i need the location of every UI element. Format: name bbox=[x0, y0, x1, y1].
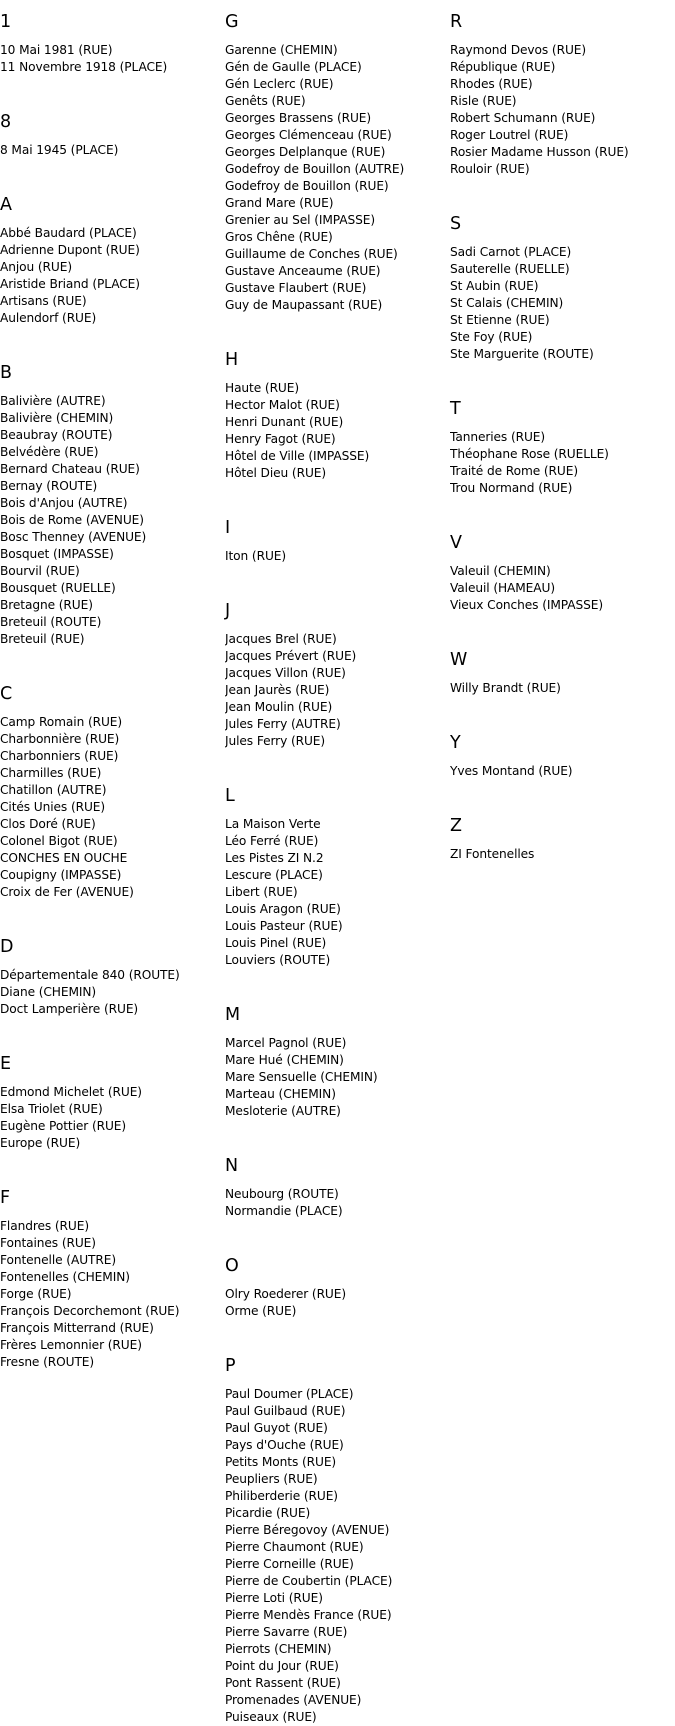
street-name: Paul Guilbaud (RUE) bbox=[225, 1404, 346, 1418]
street-name: Charbonniers (RUE) bbox=[0, 749, 119, 763]
letter-section bbox=[0, 1054, 225, 1152]
street-name: Risle (RUE) bbox=[450, 94, 517, 108]
street-name: Léo Ferré (RUE) bbox=[225, 834, 319, 848]
section-letter-heading: R bbox=[450, 12, 463, 32]
letter-section bbox=[225, 12, 450, 314]
section-spacer bbox=[450, 497, 675, 521]
street-name: Rouloir (RUE) bbox=[450, 162, 530, 176]
street-name: Jean Jaurès (RUE) bbox=[225, 683, 330, 697]
section-spacer bbox=[225, 750, 450, 774]
section-spacer bbox=[450, 363, 675, 387]
street-name: Gén Leclerc (RUE) bbox=[225, 77, 334, 91]
street-name: Trou Normand (RUE) bbox=[450, 481, 573, 495]
street-index-column-2 bbox=[225, 0, 450, 1726]
street-name: Balivière (CHEMIN) bbox=[0, 411, 114, 425]
street-name: Georges Brassens (RUE) bbox=[225, 111, 372, 125]
section-letter-heading: N bbox=[225, 1156, 239, 1176]
section-spacer bbox=[0, 76, 225, 100]
street-name: Ste Foy (RUE) bbox=[450, 330, 533, 344]
street-name: 10 Mai 1981 (RUE) bbox=[0, 43, 113, 57]
letter-section bbox=[225, 1156, 450, 1220]
street-name: Ste Marguerite (ROUTE) bbox=[450, 347, 594, 361]
street-name: Pierrots (CHEMIN) bbox=[225, 1642, 332, 1656]
street-name: Aristide Briand (PLACE) bbox=[0, 277, 140, 291]
section-spacer bbox=[225, 1320, 450, 1344]
street-name: ZI Fontenelles bbox=[450, 847, 535, 861]
street-name: Orme (RUE) bbox=[225, 1304, 297, 1318]
street-name: Charmilles (RUE) bbox=[0, 766, 102, 780]
street-name: St Aubin (RUE) bbox=[450, 279, 539, 293]
street-name: Bernard Chateau (RUE) bbox=[0, 462, 140, 476]
section-spacer bbox=[225, 482, 450, 506]
street-name: Balivière (AUTRE) bbox=[0, 394, 106, 408]
letter-section bbox=[0, 684, 225, 901]
street-name: Europe (RUE) bbox=[0, 1136, 81, 1150]
section-letter-heading: O bbox=[225, 1256, 239, 1276]
street-name: Paul Doumer (PLACE) bbox=[225, 1387, 354, 1401]
section-letter-heading: M bbox=[225, 1005, 241, 1025]
street-name: Diane (CHEMIN) bbox=[0, 985, 97, 999]
section-spacer bbox=[0, 648, 225, 672]
letter-section bbox=[0, 195, 225, 327]
street-name: Anjou (RUE) bbox=[0, 260, 73, 274]
section-letter-heading: I bbox=[225, 518, 231, 538]
street-index-column-3 bbox=[450, 0, 675, 863]
section-spacer bbox=[225, 314, 450, 338]
street-name: Valeuil (CHEMIN) bbox=[450, 564, 551, 578]
section-letter-heading: B bbox=[0, 363, 13, 383]
street-name: Petits Monts (RUE) bbox=[225, 1455, 337, 1469]
section-spacer bbox=[450, 178, 675, 202]
street-name: Eugène Pottier (RUE) bbox=[0, 1119, 127, 1133]
section-letter-heading: 1 bbox=[0, 12, 12, 32]
street-name: Pierre Béregovoy (AVENUE) bbox=[225, 1523, 390, 1537]
section-letter-heading: H bbox=[225, 350, 239, 370]
street-name: Louis Pasteur (RUE) bbox=[225, 919, 343, 933]
street-name: Artisans (RUE) bbox=[0, 294, 87, 308]
street-name: Mesloterie (AUTRE) bbox=[225, 1104, 341, 1118]
street-name: Robert Schumann (RUE) bbox=[450, 111, 596, 125]
street-name: Promenades (AVENUE) bbox=[225, 1693, 362, 1707]
street-name: Elsa Triolet (RUE) bbox=[0, 1102, 103, 1116]
street-name: Jacques Villon (RUE) bbox=[225, 666, 346, 680]
street-name: Louis Pinel (RUE) bbox=[225, 936, 327, 950]
street-name: Henry Fagot (RUE) bbox=[225, 432, 336, 446]
street-name: Les Pistes ZI N.2 bbox=[225, 851, 324, 865]
letter-section bbox=[225, 350, 450, 482]
street-name: Henri Dunant (RUE) bbox=[225, 415, 344, 429]
street-name: Picardie (RUE) bbox=[225, 1506, 311, 1520]
section-spacer bbox=[0, 1152, 225, 1176]
street-name: Jean Moulin (RUE) bbox=[225, 700, 333, 714]
street-name: Traité de Rome (RUE) bbox=[450, 464, 578, 478]
street-name: Yves Montand (RUE) bbox=[450, 764, 573, 778]
street-name: Lescure (PLACE) bbox=[225, 868, 323, 882]
section-spacer bbox=[225, 1120, 450, 1144]
street-name: Grand Mare (RUE) bbox=[225, 196, 334, 210]
street-name: Flandres (RUE) bbox=[0, 1219, 89, 1233]
street-name: Fontenelle (AUTRE) bbox=[0, 1253, 116, 1267]
section-spacer bbox=[0, 901, 225, 925]
section-spacer bbox=[0, 159, 225, 183]
street-name: Pont Rassent (RUE) bbox=[225, 1676, 341, 1690]
street-name: Gustave Flaubert (RUE) bbox=[225, 281, 367, 295]
street-name: Bois de Rome (AVENUE) bbox=[0, 513, 144, 527]
letter-section bbox=[225, 1356, 450, 1726]
street-name: Louis Aragon (RUE) bbox=[225, 902, 341, 916]
letter-section bbox=[0, 1188, 225, 1371]
street-name: Pierre Chaumont (RUE) bbox=[225, 1540, 364, 1554]
street-name: Colonel Bigot (RUE) bbox=[0, 834, 118, 848]
street-name: 11 Novembre 1918 (PLACE) bbox=[0, 60, 168, 74]
letter-section bbox=[450, 816, 675, 863]
street-name: Belvédère (RUE) bbox=[0, 445, 99, 459]
street-name: Marteau (CHEMIN) bbox=[225, 1087, 336, 1101]
street-name: La Maison Verte bbox=[225, 817, 321, 831]
section-letter-heading: T bbox=[450, 399, 461, 419]
letter-section bbox=[450, 399, 675, 497]
street-name: Gros Chêne (RUE) bbox=[225, 230, 333, 244]
street-name: Vieux Conches (IMPASSE) bbox=[450, 598, 604, 612]
street-name: Pierre Corneille (RUE) bbox=[225, 1557, 354, 1571]
street-name: Edmond Michelet (RUE) bbox=[0, 1085, 142, 1099]
street-name: Sadi Carnot (PLACE) bbox=[450, 245, 572, 259]
letter-section bbox=[450, 533, 675, 614]
section-letter-heading: V bbox=[450, 533, 462, 553]
street-name: Bretagne (RUE) bbox=[0, 598, 93, 612]
letter-section bbox=[450, 733, 675, 780]
street-name: Puiseaux (RUE) bbox=[225, 1710, 317, 1724]
letter-section bbox=[450, 214, 675, 363]
street-name: Guy de Maupassant (RUE) bbox=[225, 298, 383, 312]
street-name: Bosquet (IMPASSE) bbox=[0, 547, 114, 561]
street-name: Théophane Rose (RUELLE) bbox=[450, 447, 609, 461]
street-name: 8 Mai 1945 (PLACE) bbox=[0, 143, 119, 157]
section-letter-heading: D bbox=[0, 937, 14, 957]
section-letter-heading: S bbox=[450, 214, 462, 234]
street-name: Normandie (PLACE) bbox=[225, 1204, 343, 1218]
letter-section bbox=[225, 1256, 450, 1320]
section-letter-heading: P bbox=[225, 1356, 236, 1376]
letter-section bbox=[450, 12, 675, 178]
letter-section bbox=[225, 786, 450, 969]
section-spacer bbox=[450, 614, 675, 638]
street-name: Pays d'Ouche (RUE) bbox=[225, 1438, 344, 1452]
street-name: Philiberderie (RUE) bbox=[225, 1489, 338, 1503]
street-name: Point du Jour (RUE) bbox=[225, 1659, 339, 1673]
street-name: Paul Guyot (RUE) bbox=[225, 1421, 328, 1435]
street-name: Jules Ferry (AUTRE) bbox=[225, 717, 341, 731]
street-name: Hôtel Dieu (RUE) bbox=[225, 466, 327, 480]
street-name: Abbé Baudard (PLACE) bbox=[0, 226, 137, 240]
street-name: Genêts (RUE) bbox=[225, 94, 306, 108]
street-name: Sauterelle (RUELLE) bbox=[450, 262, 570, 276]
street-name: Olry Roederer (RUE) bbox=[225, 1287, 347, 1301]
street-name: Forge (RUE) bbox=[0, 1287, 72, 1301]
street-name: Coupigny (IMPASSE) bbox=[0, 868, 122, 882]
street-name: Willy Brandt (RUE) bbox=[450, 681, 561, 695]
street-name: Iton (RUE) bbox=[225, 549, 287, 563]
street-name: Camp Romain (RUE) bbox=[0, 715, 123, 729]
street-name: Gustave Anceaume (RUE) bbox=[225, 264, 381, 278]
street-name: Raymond Devos (RUE) bbox=[450, 43, 587, 57]
street-name: Peupliers (RUE) bbox=[225, 1472, 318, 1486]
street-name: Hôtel de Ville (IMPASSE) bbox=[225, 449, 370, 463]
street-name: Pierre de Coubertin (PLACE) bbox=[225, 1574, 393, 1588]
street-name: Breteuil (ROUTE) bbox=[0, 615, 102, 629]
section-letter-heading: A bbox=[0, 195, 12, 215]
section-letter-heading: W bbox=[450, 650, 468, 670]
street-name: CONCHES EN OUCHE bbox=[0, 851, 128, 865]
street-name: Marcel Pagnol (RUE) bbox=[225, 1036, 347, 1050]
section-spacer bbox=[225, 969, 450, 993]
street-name: Bourvil (RUE) bbox=[0, 564, 80, 578]
street-name: Départementale 840 (ROUTE) bbox=[0, 968, 180, 982]
section-letter-heading: Z bbox=[450, 816, 462, 836]
street-name: Guillaume de Conches (RUE) bbox=[225, 247, 398, 261]
section-spacer bbox=[0, 327, 225, 351]
street-name: Pierre Savarre (RUE) bbox=[225, 1625, 348, 1639]
letter-section bbox=[225, 518, 450, 565]
street-name: Croix de Fer (AVENUE) bbox=[0, 885, 134, 899]
section-letter-heading: F bbox=[0, 1188, 11, 1208]
letter-section bbox=[450, 650, 675, 697]
street-name: Georges Clémenceau (RUE) bbox=[225, 128, 392, 142]
section-letter-heading: C bbox=[0, 684, 13, 704]
street-name: Neubourg (ROUTE) bbox=[225, 1187, 339, 1201]
street-name: Hector Malot (RUE) bbox=[225, 398, 340, 412]
street-name: Pierre Loti (RUE) bbox=[225, 1591, 323, 1605]
street-name: Roger Loutrel (RUE) bbox=[450, 128, 569, 142]
street-name: Tanneries (RUE) bbox=[450, 430, 546, 444]
street-name: Fresne (ROUTE) bbox=[0, 1355, 95, 1369]
street-name: Beaubray (ROUTE) bbox=[0, 428, 113, 442]
street-name: Breteuil (RUE) bbox=[0, 632, 85, 646]
street-name: Gén de Gaulle (PLACE) bbox=[225, 60, 362, 74]
letter-section bbox=[225, 601, 450, 750]
street-name: Frères Lemonnier (RUE) bbox=[0, 1338, 142, 1352]
street-name: St Calais (CHEMIN) bbox=[450, 296, 564, 310]
street-name: Jules Ferry (RUE) bbox=[225, 734, 326, 748]
street-name: Georges Delplanque (RUE) bbox=[225, 145, 386, 159]
section-spacer bbox=[225, 1220, 450, 1244]
letter-section bbox=[0, 112, 225, 159]
street-name: Mare Sensuelle (CHEMIN) bbox=[225, 1070, 378, 1084]
street-name: Charbonnière (RUE) bbox=[0, 732, 120, 746]
street-name: Haute (RUE) bbox=[225, 381, 300, 395]
street-name: Mare Hué (CHEMIN) bbox=[225, 1053, 344, 1067]
street-name: Libert (RUE) bbox=[225, 885, 298, 899]
letter-section bbox=[0, 937, 225, 1018]
section-letter-heading: Y bbox=[450, 733, 461, 753]
section-letter-heading: 8 bbox=[0, 112, 12, 132]
street-name: Bois d'Anjou (AUTRE) bbox=[0, 496, 128, 510]
section-spacer bbox=[0, 1018, 225, 1042]
street-name: Pierre Mendès France (RUE) bbox=[225, 1608, 392, 1622]
street-name: Fontenelles (CHEMIN) bbox=[0, 1270, 130, 1284]
street-name: Godefroy de Bouillon (RUE) bbox=[225, 179, 389, 193]
street-name: Louviers (ROUTE) bbox=[225, 953, 331, 967]
street-name: Bernay (ROUTE) bbox=[0, 479, 98, 493]
street-name: Clos Doré (RUE) bbox=[0, 817, 96, 831]
street-name: Adrienne Dupont (RUE) bbox=[0, 243, 140, 257]
street-index-column-1 bbox=[0, 0, 225, 1371]
street-name: Jacques Prévert (RUE) bbox=[225, 649, 357, 663]
section-spacer bbox=[225, 565, 450, 589]
street-name: François Decorchemont (RUE) bbox=[0, 1304, 180, 1318]
street-name: Garenne (CHEMIN) bbox=[225, 43, 338, 57]
street-name: Godefroy de Bouillon (AUTRE) bbox=[225, 162, 405, 176]
street-name: Aulendorf (RUE) bbox=[0, 311, 97, 325]
street-name: Cités Unies (RUE) bbox=[0, 800, 106, 814]
street-name: Jacques Brel (RUE) bbox=[225, 632, 337, 646]
street-name: Bousquet (RUELLE) bbox=[0, 581, 116, 595]
section-letter-heading: L bbox=[225, 786, 235, 806]
street-name: Grenier au Sel (IMPASSE) bbox=[225, 213, 376, 227]
section-letter-heading: G bbox=[225, 12, 239, 32]
street-name: République (RUE) bbox=[450, 60, 556, 74]
section-spacer bbox=[450, 780, 675, 804]
street-name: St Etienne (RUE) bbox=[450, 313, 550, 327]
letter-section bbox=[0, 12, 225, 76]
section-letter-heading: E bbox=[0, 1054, 12, 1074]
section-letter-heading: J bbox=[225, 601, 231, 621]
street-name: Fontaines (RUE) bbox=[0, 1236, 96, 1250]
street-name: Rhodes (RUE) bbox=[450, 77, 533, 91]
section-spacer bbox=[450, 697, 675, 721]
street-name: François Mitterrand (RUE) bbox=[0, 1321, 154, 1335]
street-name: Bosc Thenney (AVENUE) bbox=[0, 530, 147, 544]
street-name: Chatillon (AUTRE) bbox=[0, 783, 107, 797]
letter-section bbox=[0, 363, 225, 648]
street-name: Rosier Madame Husson (RUE) bbox=[450, 145, 629, 159]
street-name: Doct Lamperière (RUE) bbox=[0, 1002, 139, 1016]
letter-section bbox=[225, 1005, 450, 1120]
street-name: Valeuil (HAMEAU) bbox=[450, 581, 555, 595]
